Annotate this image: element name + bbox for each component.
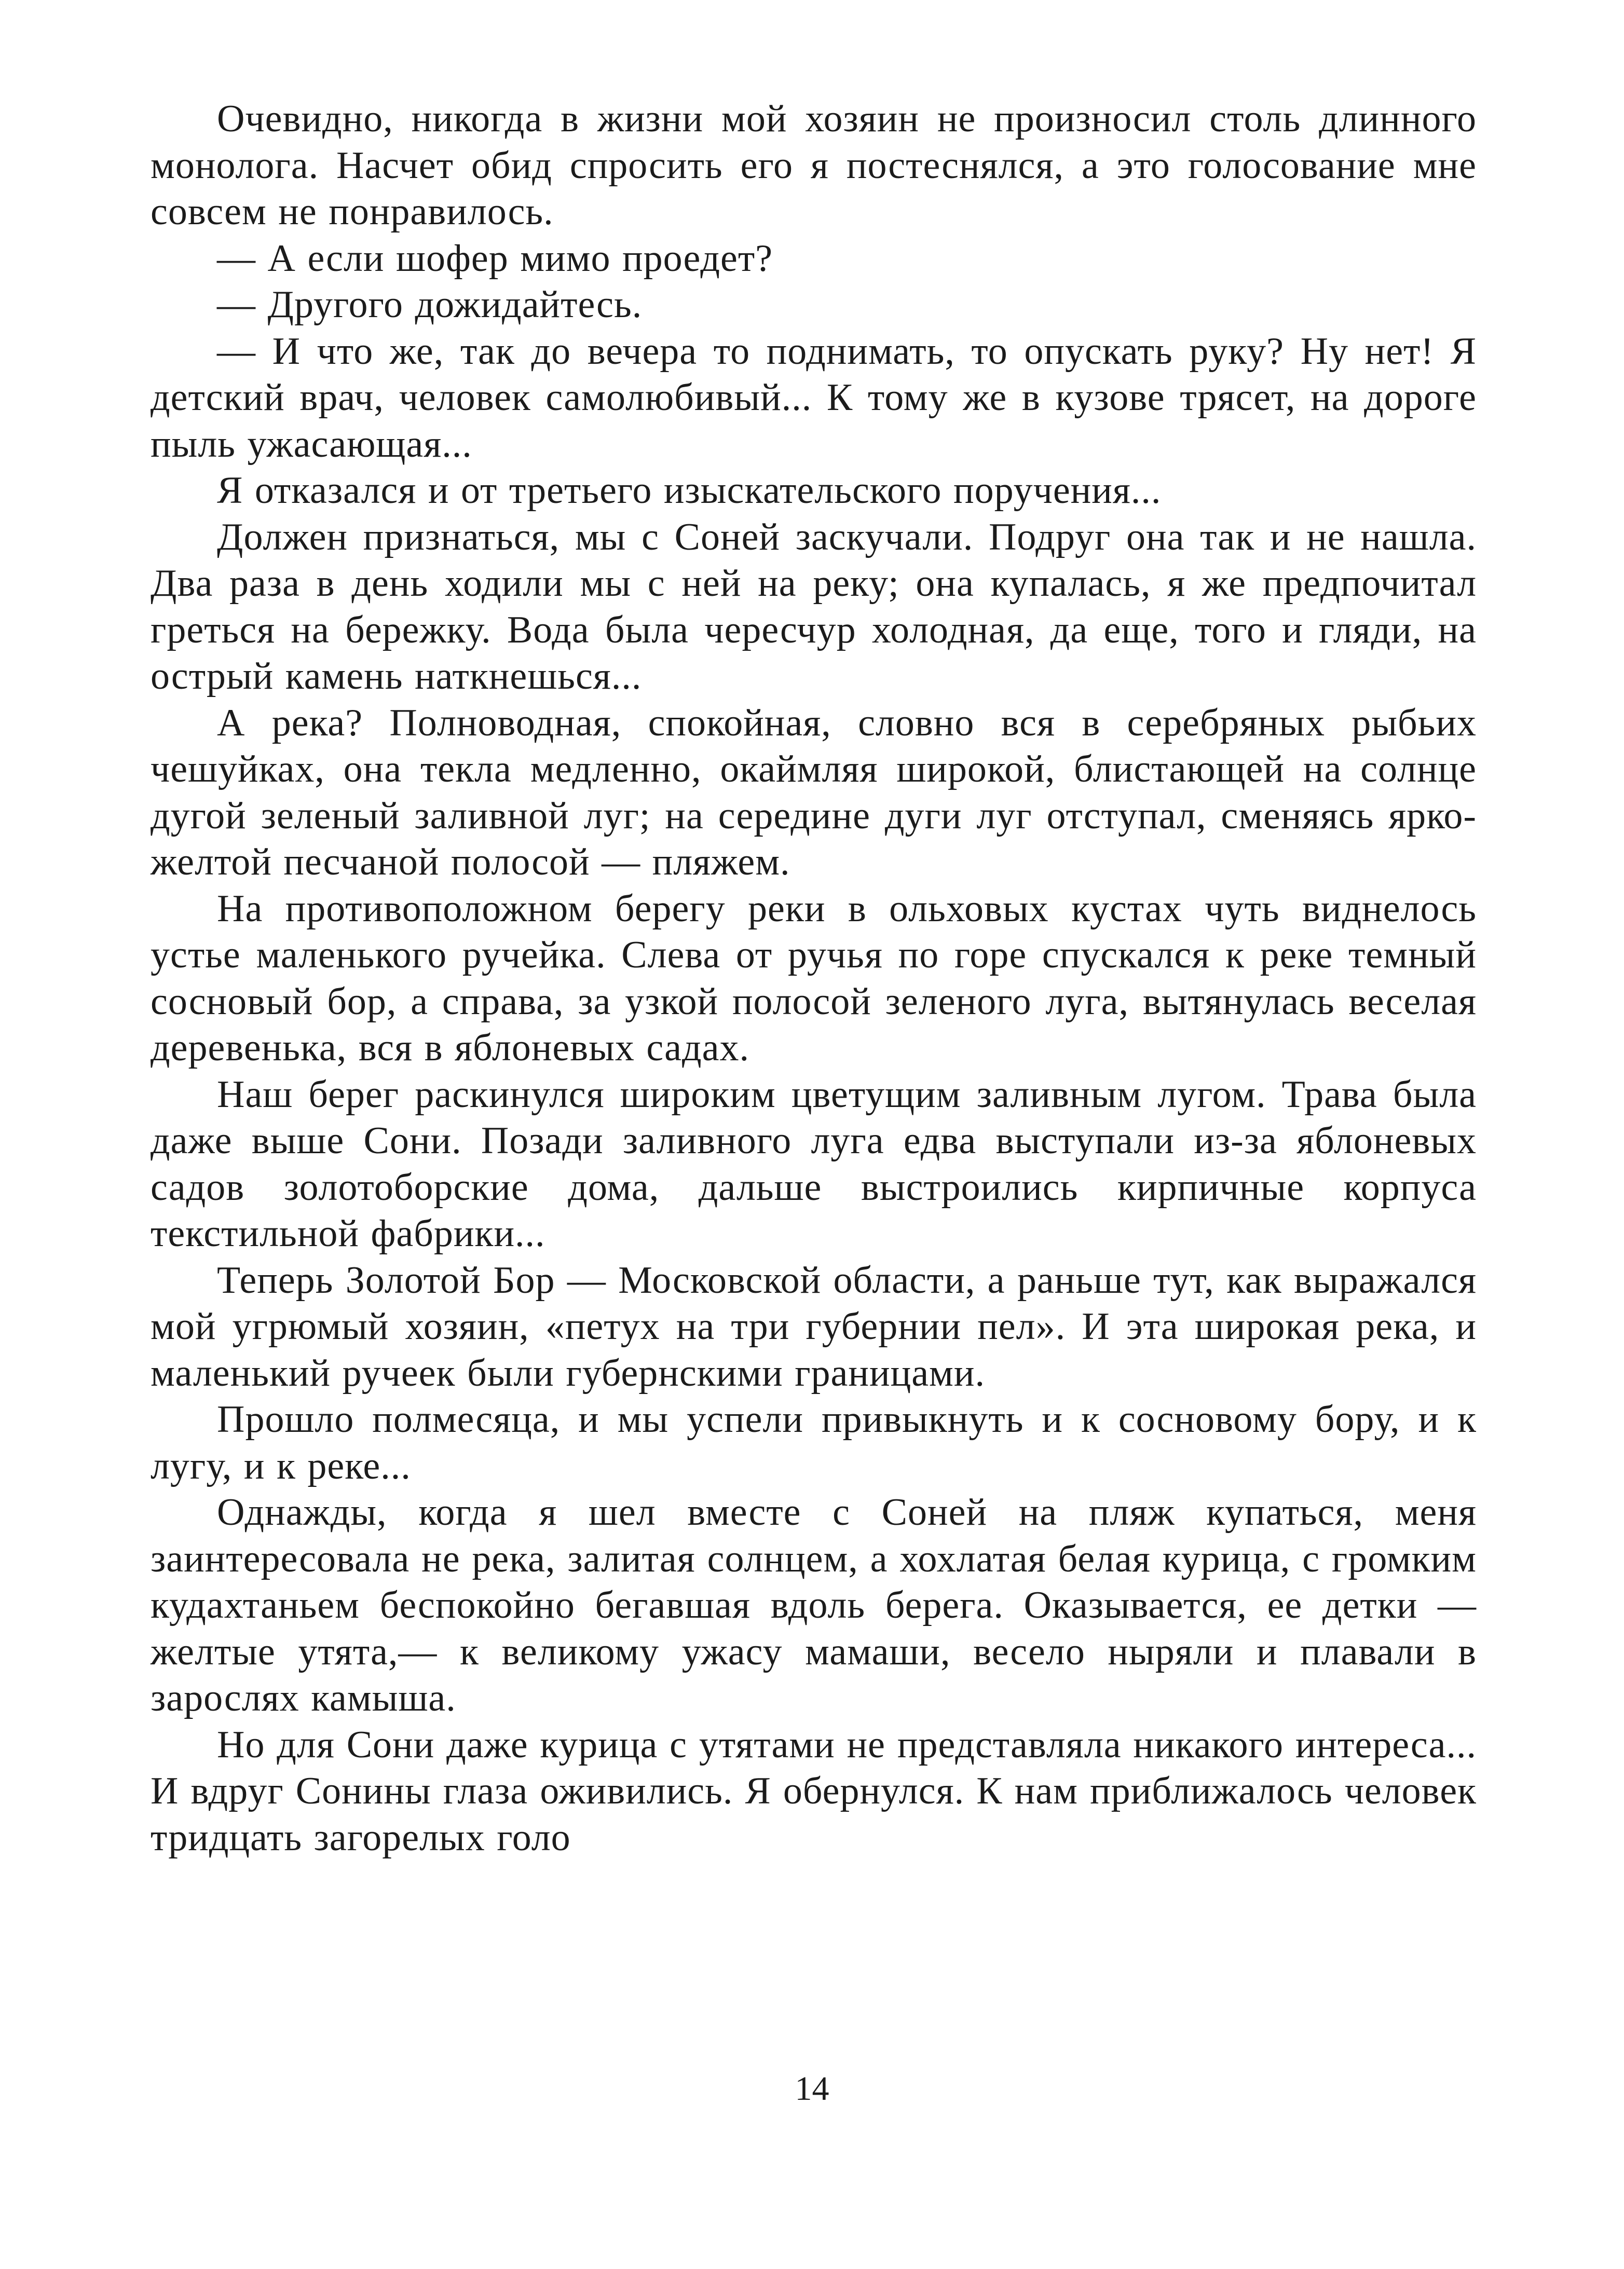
paragraph-9: Наш берег раскинулся широким цветущим заливным лугом. Трава была даже выше Сони. Позади заливного луга едва выступали из-за яблоневых садов золотоборские дома, дальше выстроились кирпичные корпуса текстильной фабрики... xyxy=(151,1073,1477,1255)
paragraph-7: А река? Полноводная, спокойная, словно вся в серебряных рыбьих чешуйках, она текла медленно, окаймляя широкой, блистающей на солнце дугой зеленый заливной луг; на середине дуги луг отступал, сменяясь ярко-желтой песчаной полосой — пляжем. xyxy=(151,701,1477,883)
body-text xyxy=(151,96,1477,1861)
paragraph-12: Однажды, когда я шел вместе с Соней на пляж купаться, меня заинтересовала не река, залитая солнцем, а хохлатая белая курица, с громким кудахтаньем беспокойно бегавшая вдоль берега. Оказывается, ее детки — желтые утята,— к великому ужасу мамаши, весело ныряли и плавали в зарослях камыша. xyxy=(151,1491,1477,1719)
paragraph-5: Я отказался и от третьего изыскательского поручения... xyxy=(217,469,1162,512)
paragraph-2: — А если шофер мимо проедет? xyxy=(217,237,773,280)
paragraph-3: — Другого дожидайтесь. xyxy=(217,283,643,326)
paragraph-13: Но для Сони даже курица с утятами не представляла никакого интереса... И вдруг Сонины глаза оживились. Я обернулся. К нам приближалось человек тридцать загорелых голо xyxy=(151,1723,1477,1859)
paragraph-1: Очевидно, никогда в жизни мой хозяин не произносил столь длинного монолога. Насчет обид спросить его я постеснялся, а это голосование мне совсем не понравилось. xyxy=(151,98,1477,233)
paragraph-4: — И что же, так до вечера то поднимать, то опускать руку? Ну нет! Я детский врач, человек самолюбивый... К тому же в кузове трясет, на дороге пыль ужасающая... xyxy=(151,330,1477,466)
paragraph-10: Теперь Золотой Бор — Московской области, а раньше тут, как выражался мой угрюмый хозяин, «петух на три губернии пел». И эта широкая река, и маленький ручеек были губернскими границами. xyxy=(151,1259,1477,1395)
paragraph-6: Должен признаться, мы с Соней заскучали. Подруг она так и не нашла. Два раза в день ходили мы с ней на реку; она купалась, я же предпочитал греться на бережку. Вода была чересчур холодная, да еще, того и гляди, на острый камень наткнешься... xyxy=(151,515,1477,698)
page-number: 14 xyxy=(795,2070,829,2108)
paragraph-11: Прошло полмесяца, и мы успели привыкнуть и к сосновому бору, и к лугу, и к реке... xyxy=(151,1398,1477,1487)
paragraph-8: На противоположном берегу реки в ольховых кустах чуть виднелось устье маленького ручейка. Слева от ручья по горе спускался к реке темный сосновый бор, а справа, за узкой полосой зеленого луга, вытянулась веселая деревенька, вся в яблоневых садах. xyxy=(151,887,1477,1069)
